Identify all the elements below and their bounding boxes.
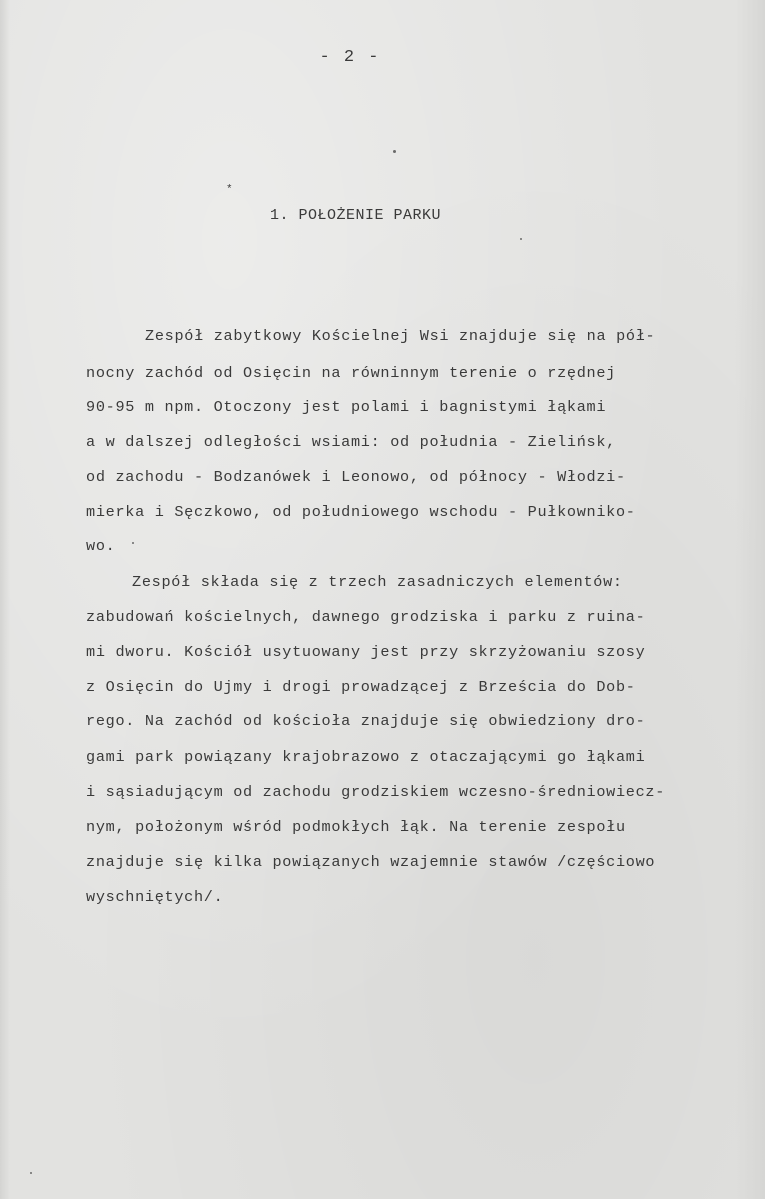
paper-speck: [30, 1172, 32, 1174]
paragraph-line: z Osięcin do Ujmy i drogi prowadzącej z Brześcia do Dob-: [86, 678, 636, 696]
paragraph-line: mierka i Sęczkowo, od południowego wschodu - Pułkowniko-: [86, 503, 636, 521]
paper-speck: [393, 150, 396, 153]
paragraph-line: wo.: [86, 537, 116, 555]
paper-speck: [520, 238, 522, 240]
paper-speck: [132, 542, 134, 544]
page-edge-shadow-left: [0, 0, 10, 1199]
paragraph-line: rego. Na zachód od kościoła znajduje się obwiedziony dro-: [86, 712, 646, 730]
paragraph-line: nocny zachód od Osięcin na równinnym terenie o rzędnej: [86, 364, 616, 382]
paragraph-line: mi dworu. Kościół usytuowany jest przy skrzyżowaniu szosy: [86, 643, 646, 661]
paragraph-line: gami park powiązany krajobrazowo z otaczającymi go łąkami: [86, 748, 646, 766]
section-heading: [226, 184, 442, 241]
section-heading-text: 1. POŁOŻENIE PARKU: [270, 207, 442, 224]
paragraph-line: zabudowań kościelnych, dawnego grodziska i parku z ruina-: [86, 608, 646, 626]
paragraph-line: wyschniętych/.: [86, 888, 224, 906]
paragraph-line: i sąsiadującym od zachodu grodziskiem wczesno-średniowiecz-: [86, 783, 666, 801]
paragraph-line: nym, położonym wśród podmokłych łąk. Na terenie zespołu: [86, 818, 626, 836]
paragraph-line: a w dalszej odległości wsiami: od południa - Zielińsk,: [86, 433, 616, 451]
paragraph-line: Zespół zabytkowy Kościelnej Wsi znajduje się na pół-: [145, 327, 656, 345]
paragraph-line: znajduje się kilka powiązanych wzajemnie stawów /częściowo: [86, 853, 656, 871]
paragraph-line: Zespół składa się z trzech zasadniczych elementów:: [132, 573, 623, 591]
paragraph-line: 90-95 m npm. Otoczony jest polami i bagnistymi łąkami: [86, 398, 607, 416]
paragraph-line: od zachodu - Bodzanówek i Leonowo, od północy - Włodzi-: [86, 468, 626, 486]
page-number: - 2 -: [319, 48, 381, 67]
heading-mark: *: [226, 184, 234, 196]
page-edge-shadow-right: [735, 0, 765, 1199]
